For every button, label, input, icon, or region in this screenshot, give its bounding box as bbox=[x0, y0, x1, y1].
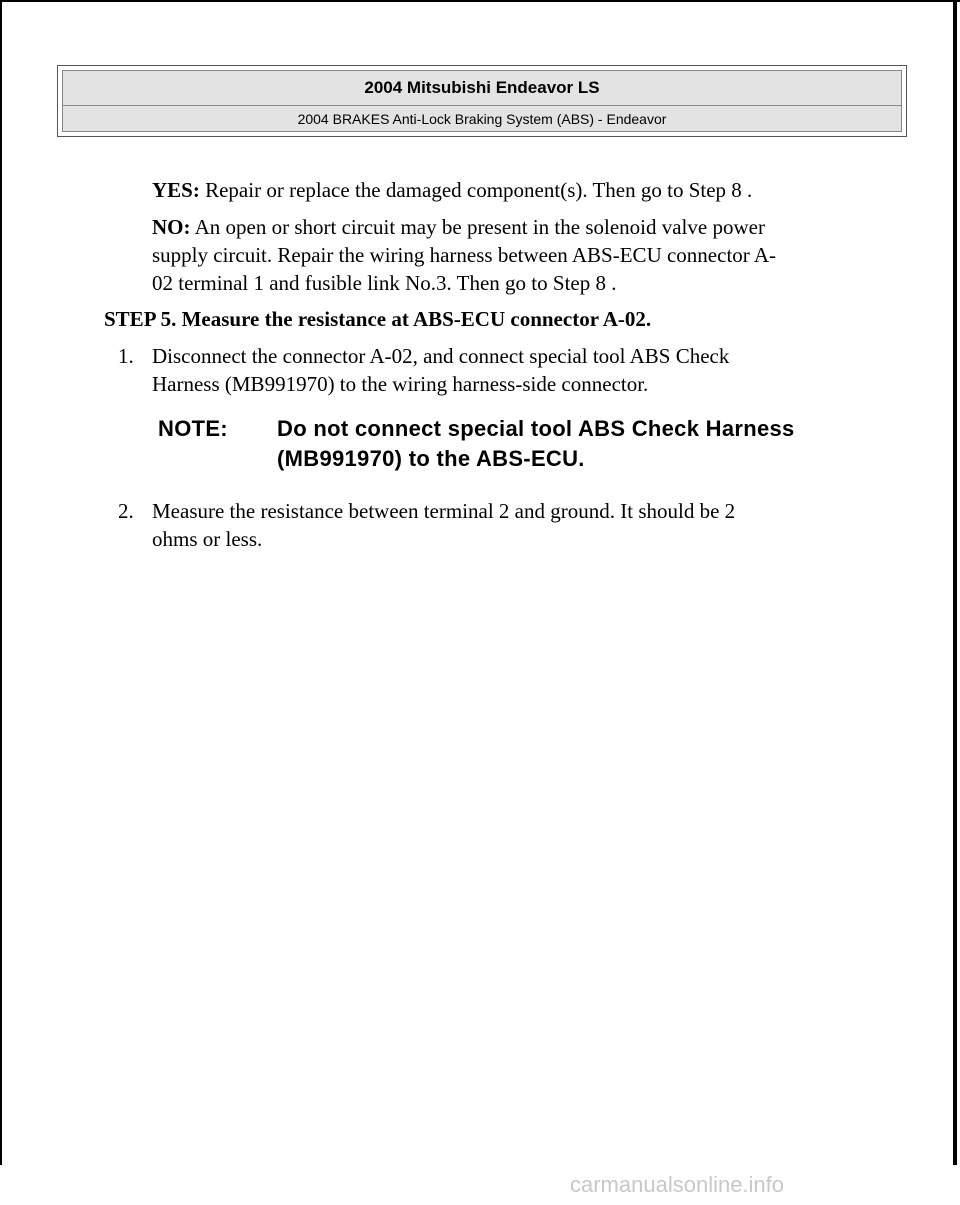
note-line-1: Do not connect special tool ABS Check Harness bbox=[277, 416, 795, 441]
footer-watermark: carmanualsonline.info bbox=[570, 1172, 785, 1197]
note-line-2: (MB991970) to the ABS-ECU. bbox=[277, 446, 585, 471]
header-title: 2004 Mitsubishi Endeavor LS bbox=[364, 78, 600, 97]
no-text-2: supply circuit. Repair the wiring harness between ABS-ECU connector A- bbox=[152, 243, 777, 267]
item-2-number: 2. bbox=[118, 499, 134, 523]
item-1-number: 1. bbox=[118, 344, 134, 368]
page-frame-left bbox=[0, 0, 2, 1165]
header-panel bbox=[62, 70, 902, 132]
no-text-1: An open or short circuit may be present in the solenoid valve power bbox=[194, 215, 765, 239]
header-subtitle: 2004 BRAKES Anti-Lock Braking System (ABS) - Endeavor bbox=[297, 111, 667, 127]
item-1-line-2: Harness (MB991970) to the wiring harness-side connector. bbox=[152, 372, 649, 396]
no-text-3: 02 terminal 1 and fusible link No.3. Then go to Step 8 . bbox=[152, 271, 617, 295]
no-label: NO: bbox=[152, 215, 191, 239]
item-1-line-1: Disconnect the connector A-02, and connect special tool ABS Check bbox=[152, 344, 730, 368]
yes-line bbox=[152, 176, 752, 204]
document-header bbox=[57, 65, 907, 137]
note-label: NOTE: bbox=[158, 416, 228, 441]
item-2-line-1: Measure the resistance between terminal 2 and ground. It should be 2 bbox=[152, 499, 736, 523]
no-line-1 bbox=[152, 213, 765, 241]
step-heading: STEP 5. Measure the resistance at ABS-ECU connector A-02. bbox=[104, 307, 652, 331]
page-frame-right bbox=[953, 0, 957, 1165]
item-2-line-2: ohms or less. bbox=[152, 527, 263, 551]
yes-text: Repair or replace the damaged component(s). Then go to Step 8 . bbox=[205, 178, 753, 202]
page-frame-top bbox=[0, 0, 960, 2]
header-divider bbox=[63, 105, 901, 106]
yes-label: YES: bbox=[152, 178, 200, 202]
